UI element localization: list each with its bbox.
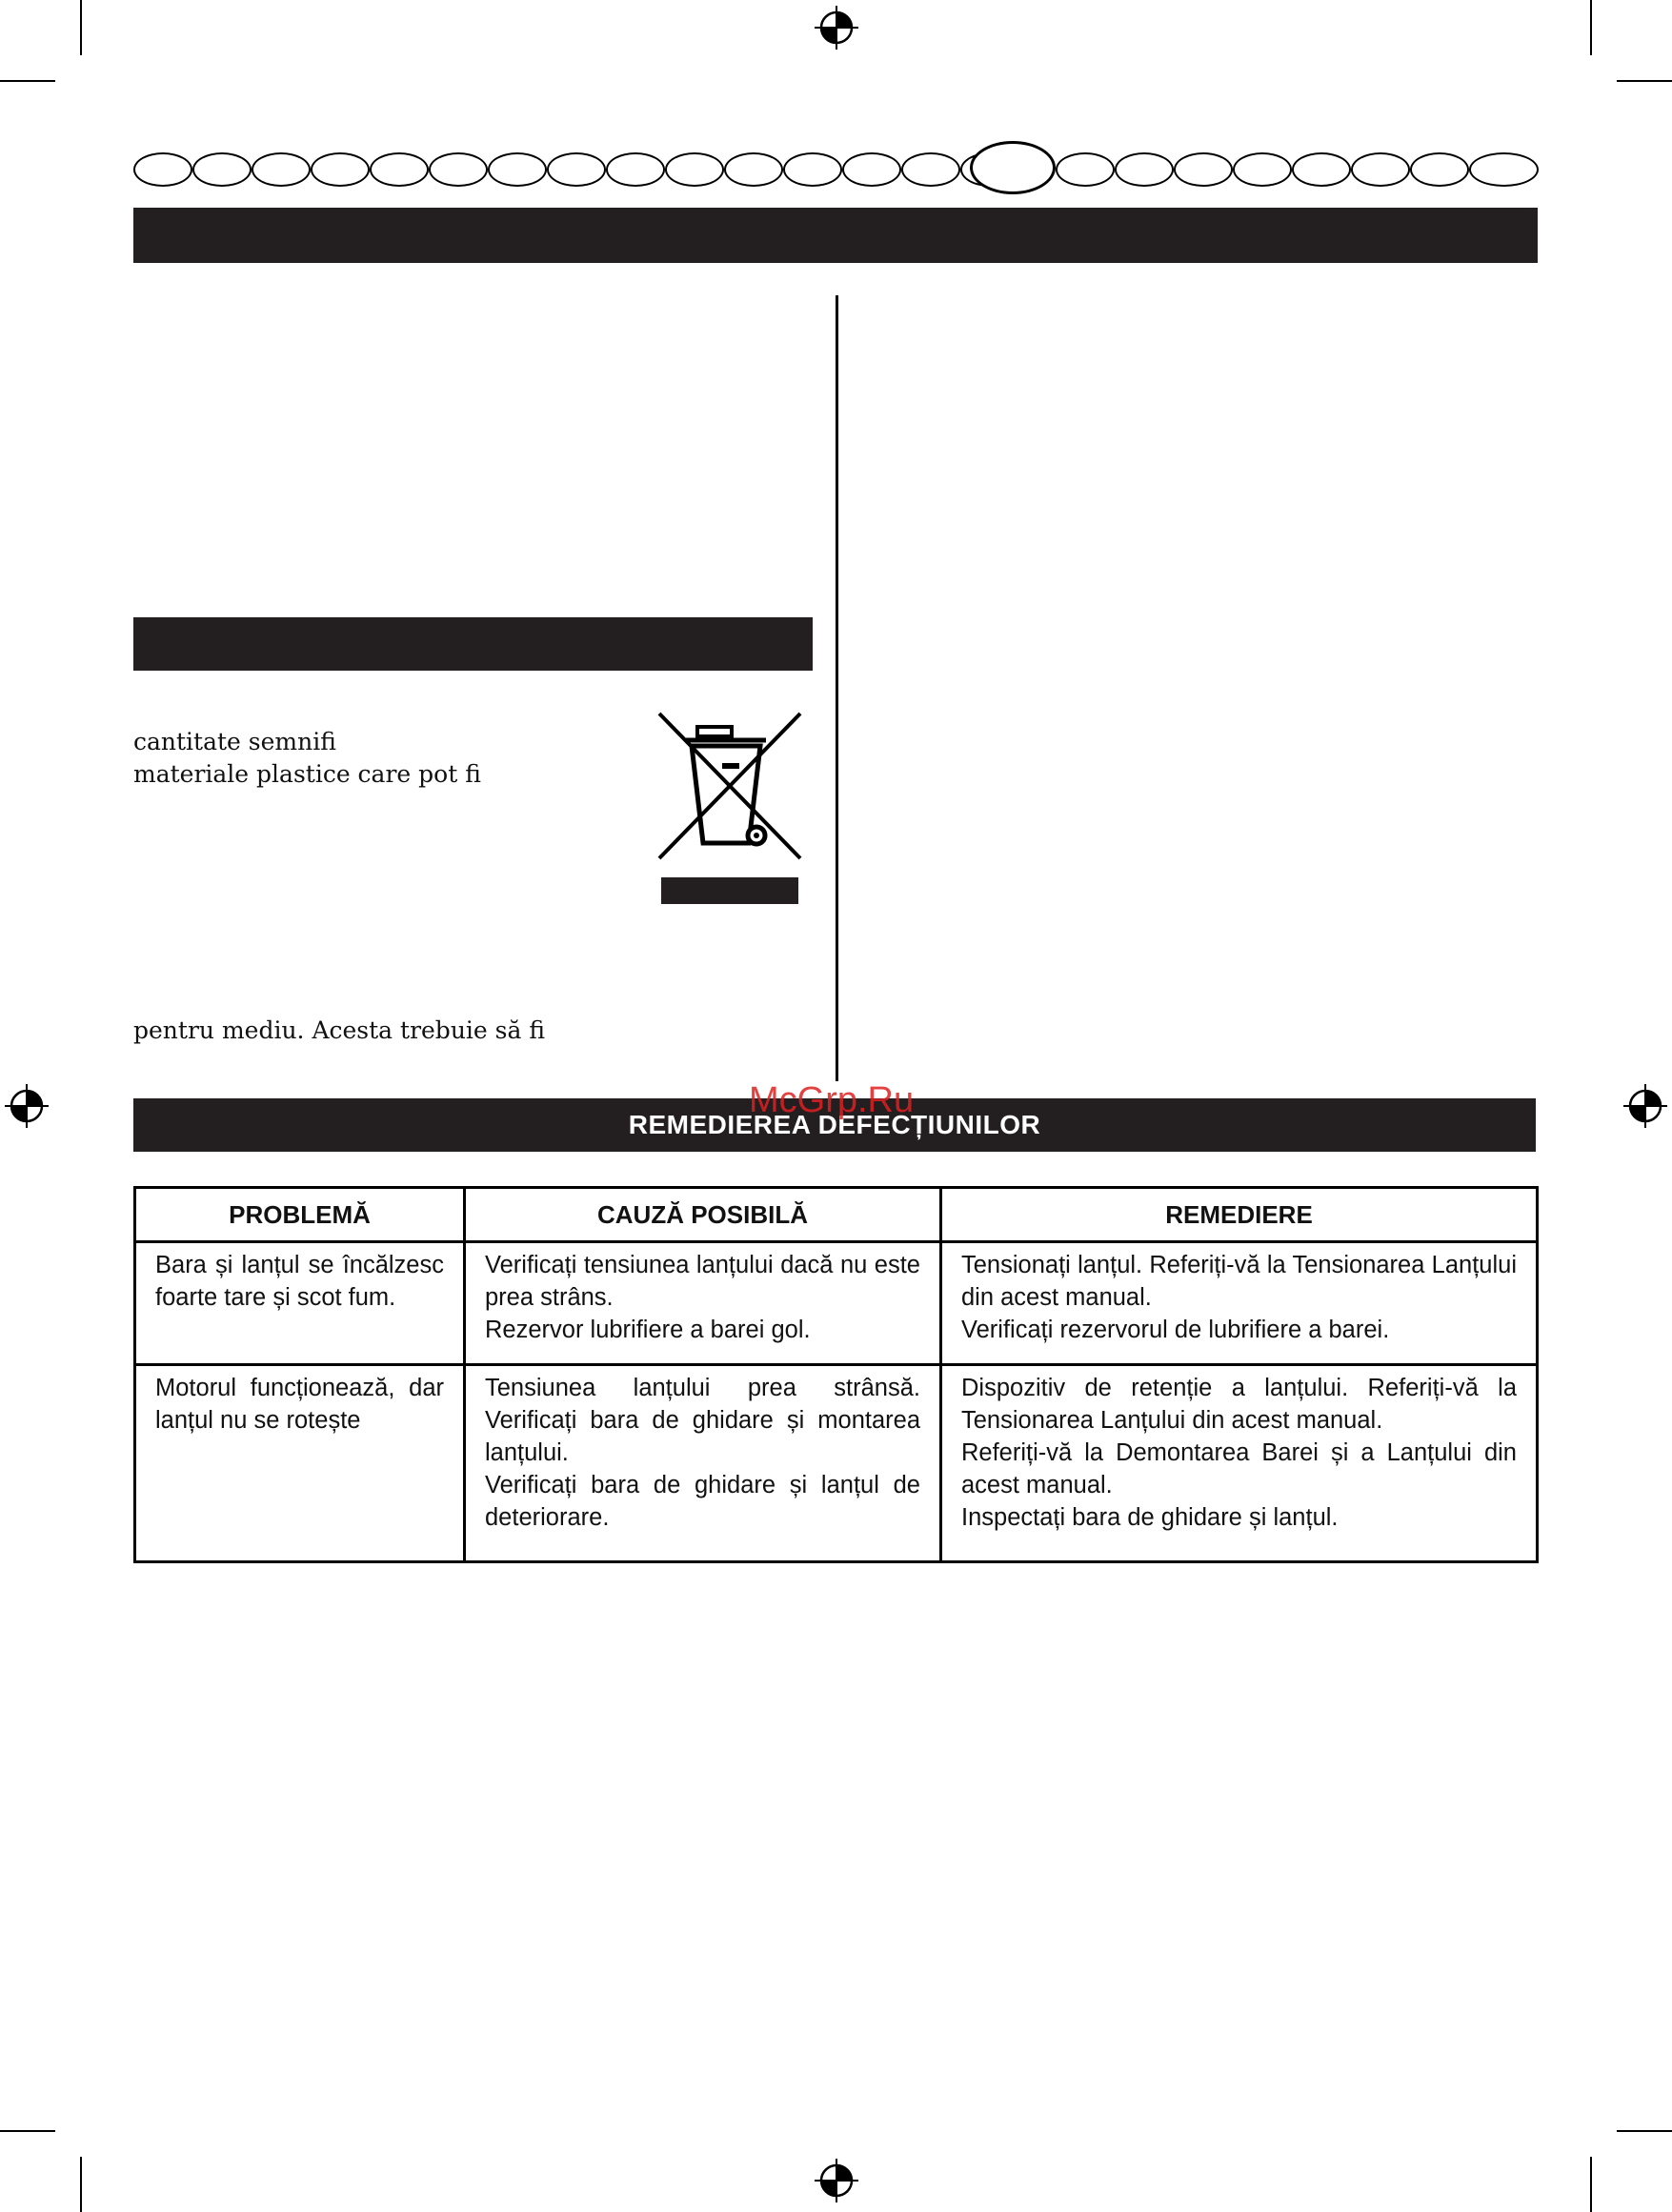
cause-text: Rezervor lubrifiere a barei gol. (485, 1317, 811, 1343)
language-tab (901, 152, 960, 187)
language-tab (842, 152, 901, 187)
problem-cell (135, 1365, 465, 1562)
crop-mark-top-left-h (0, 80, 55, 82)
remedy-text: Referiți-vă la Demontarea Barei și a Lanțului din acest manual. (961, 1439, 1517, 1498)
registration-mark-icon (815, 6, 858, 50)
language-tab (429, 152, 488, 187)
cause-text: Verificați bara de ghidare și lanțul de deteriorare. (485, 1472, 920, 1531)
crop-mark-top-right-h (1617, 80, 1672, 82)
watermark-text: McGrp.Ru (749, 1080, 915, 1120)
column-divider (836, 295, 838, 1081)
table-header-row (135, 1188, 1538, 1242)
language-tab (724, 152, 783, 187)
weee-underline-bar (661, 877, 798, 904)
page-header-bar (133, 208, 1538, 263)
language-tab (1410, 152, 1469, 187)
language-tab (488, 152, 547, 187)
remedy-text: Dispozitiv de retenție a lanțului. Referiți-vă la Tensionarea Lanțului din acest manual. (961, 1375, 1517, 1434)
problem-text: Motorul funcționează, dar lanțul nu se rotește (155, 1375, 444, 1434)
problem-cell (135, 1242, 465, 1365)
remedy-text: Verificați rezervorul de lubrifiere a barei. (961, 1317, 1390, 1343)
language-tab (1115, 152, 1174, 187)
language-tab (252, 152, 311, 187)
language-tab (547, 152, 606, 187)
crop-mark-bottom-left-h (0, 2130, 55, 2132)
language-tab (783, 152, 842, 187)
remedy-text: Tensionați lanțul. Referiți-vă la Tensionarea Lanțului din acest manual. (961, 1252, 1517, 1311)
language-tab (665, 152, 724, 187)
language-tab (606, 152, 665, 187)
registration-mark-icon (5, 1084, 49, 1128)
troubleshooting-table (133, 1186, 1539, 1563)
language-tab (1469, 152, 1539, 187)
crop-mark-bottom-right-v (1590, 2157, 1592, 2212)
environment-text-line: cantitate semnifi (133, 728, 336, 755)
remedy-cell (941, 1242, 1538, 1365)
language-tab (370, 152, 429, 187)
language-tabs (133, 151, 1539, 191)
cause-text: Verificați tensiunea lanțului dacă nu este prea strâns. (485, 1252, 920, 1311)
crop-mark-top-right-v (1590, 0, 1592, 55)
language-tab (192, 152, 252, 187)
table-row (135, 1242, 1538, 1365)
registration-mark-icon (815, 2159, 858, 2202)
registration-mark-icon (1623, 1084, 1667, 1128)
crop-mark-bottom-right-h (1617, 2130, 1672, 2132)
crossed-out-wheelie-bin-icon (654, 710, 806, 862)
problem-text: Bara și lanțul se încălzesc foarte tare și scot fum. (155, 1252, 444, 1311)
language-tab-active (970, 141, 1056, 194)
environment-section-bar (133, 617, 813, 671)
remedy-cell (941, 1365, 1538, 1562)
language-tab (311, 152, 370, 187)
language-tab (1233, 152, 1292, 187)
column-header-cause: CAUZĂ POSIBILĂ (465, 1188, 941, 1242)
remedy-text: Inspectați bara de ghidare și lanțul. (961, 1504, 1339, 1531)
language-tab (1056, 152, 1115, 187)
language-tab (1351, 152, 1410, 187)
environment-text-line: pentru mediu. Acesta trebuie să fi (133, 1016, 546, 1044)
table-row (135, 1365, 1538, 1562)
cause-cell (465, 1365, 941, 1562)
crop-mark-top-left-v (80, 0, 82, 55)
column-header-problem: PROBLEMĂ (135, 1188, 465, 1242)
troubleshooting-title: REMEDIEREA DEFECȚIUNILOR (133, 1098, 1536, 1152)
column-header-remedy: REMEDIERE (941, 1188, 1538, 1242)
language-tab (1174, 152, 1233, 187)
environment-text-line: materiale plastice care pot fi (133, 760, 481, 788)
cause-text: Tensiunea lanțului prea strânsă. Verificați bara de ghidare și montarea lanțului. (485, 1375, 920, 1466)
language-tab (1292, 152, 1351, 187)
language-tab (133, 152, 192, 187)
crop-mark-bottom-left-v (80, 2157, 82, 2212)
cause-cell (465, 1242, 941, 1365)
